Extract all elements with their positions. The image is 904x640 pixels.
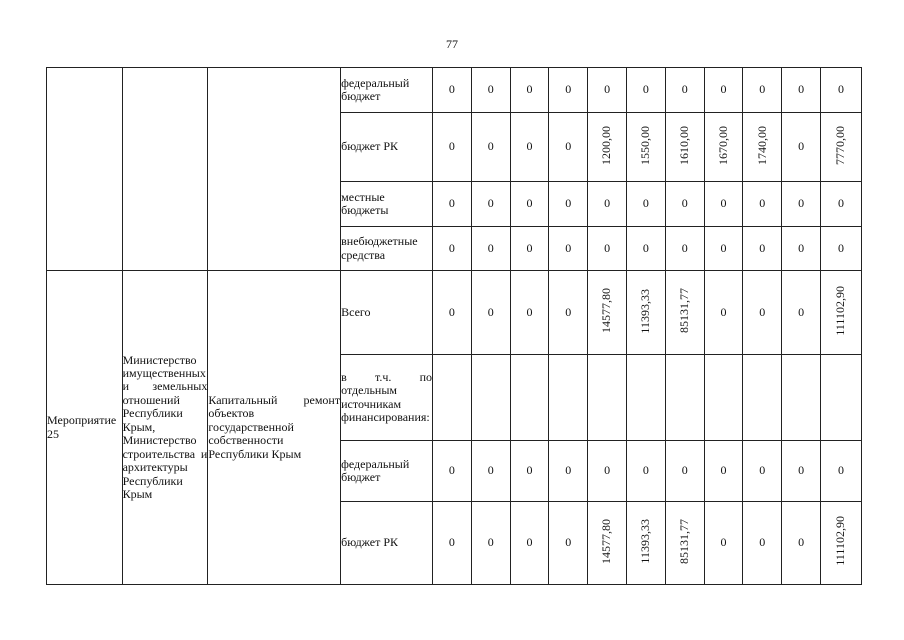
value-text: 14577,80 <box>599 518 614 564</box>
value-cell: 0 <box>471 68 510 113</box>
value-cell: 0 <box>549 182 588 227</box>
value-cell: 0 <box>549 271 588 355</box>
value-cell: 0 <box>665 68 704 113</box>
value-cell <box>549 355 588 441</box>
value-cell: 0 <box>782 227 821 271</box>
value-cell: 0 <box>433 227 472 271</box>
value-cell: 0 <box>704 182 743 227</box>
value-cell: 0 <box>510 113 549 182</box>
measure-description-cell: Капитальный ремонт объектов государственной собственности Республики Крым <box>208 271 341 585</box>
value-cell <box>627 502 666 585</box>
empty-merged-cell <box>47 68 123 271</box>
value-cell <box>820 113 861 182</box>
value-cell: 0 <box>549 68 588 113</box>
value-cell <box>627 271 666 355</box>
funding-source-cell: Всего <box>341 271 433 355</box>
empty-merged-cell <box>208 68 341 271</box>
value-cell: 0 <box>471 441 510 502</box>
value-cell: 0 <box>743 68 782 113</box>
value-cell <box>665 271 704 355</box>
value-cell <box>627 113 666 182</box>
value-cell <box>627 355 666 441</box>
value-cell <box>743 113 782 182</box>
value-cell: 0 <box>471 271 510 355</box>
budget-table <box>46 67 862 585</box>
value-cell <box>820 502 861 585</box>
value-cell: 0 <box>433 271 472 355</box>
value-cell: 0 <box>627 227 666 271</box>
value-cell: 0 <box>820 68 861 113</box>
value-cell <box>665 355 704 441</box>
funding-source-cell: федеральный бюджет <box>341 68 433 113</box>
funding-source-cell: в т.ч. по отдельным источникам финансирования: <box>341 355 433 441</box>
value-cell: 0 <box>782 113 821 182</box>
value-cell <box>704 355 743 441</box>
value-cell <box>704 113 743 182</box>
value-cell: 0 <box>433 441 472 502</box>
value-cell <box>665 113 704 182</box>
value-text: 85131,77 <box>676 288 691 334</box>
value-cell: 0 <box>704 441 743 502</box>
value-cell <box>433 355 472 441</box>
value-cell: 0 <box>782 502 821 585</box>
value-text: 11393,33 <box>638 288 653 334</box>
value-cell: 0 <box>433 182 472 227</box>
value-cell: 0 <box>704 68 743 113</box>
value-text: 85131,77 <box>676 518 691 564</box>
value-cell: 0 <box>549 502 588 585</box>
value-cell: 0 <box>433 113 472 182</box>
value-cell: 0 <box>782 182 821 227</box>
funding-source-cell: бюджет РК <box>341 113 433 182</box>
value-cell: 0 <box>782 68 821 113</box>
value-text: 1610,00 <box>676 125 691 165</box>
value-cell: 0 <box>782 271 821 355</box>
value-cell <box>782 355 821 441</box>
table-row <box>47 271 862 355</box>
funding-source-cell: внебюджетные средства <box>341 227 433 271</box>
value-cell: 0 <box>704 271 743 355</box>
empty-merged-cell <box>122 68 208 271</box>
value-cell: 0 <box>510 441 549 502</box>
value-cell: 0 <box>471 502 510 585</box>
value-cell <box>588 113 627 182</box>
value-cell: 0 <box>820 182 861 227</box>
value-cell <box>743 355 782 441</box>
value-text: 1200,00 <box>599 125 614 165</box>
value-text: 111102,90 <box>833 516 848 567</box>
value-cell: 0 <box>627 441 666 502</box>
funding-source-cell: федеральный бюджет <box>341 441 433 502</box>
measure-name-cell: Мероприятие 25 <box>47 271 123 585</box>
funding-source-cell: местные бюджеты <box>341 182 433 227</box>
value-cell: 0 <box>471 113 510 182</box>
value-cell: 0 <box>549 227 588 271</box>
value-cell <box>471 355 510 441</box>
value-cell: 0 <box>433 502 472 585</box>
value-cell: 0 <box>588 182 627 227</box>
value-cell: 0 <box>588 227 627 271</box>
value-cell <box>588 271 627 355</box>
executor-cell: Министерство имущественных и земельных отношений Республики Крым, Министерство строительства и архитектуры Республики Крым <box>122 271 208 585</box>
value-cell: 0 <box>820 441 861 502</box>
value-cell: 0 <box>510 271 549 355</box>
value-cell: 0 <box>665 227 704 271</box>
value-cell <box>588 502 627 585</box>
value-cell: 0 <box>588 68 627 113</box>
value-cell: 0 <box>704 227 743 271</box>
value-cell: 0 <box>549 113 588 182</box>
value-cell: 0 <box>627 182 666 227</box>
value-cell: 0 <box>510 227 549 271</box>
value-cell: 0 <box>510 68 549 113</box>
value-cell: 0 <box>743 441 782 502</box>
value-cell: 0 <box>510 182 549 227</box>
value-text: 14577,80 <box>599 288 614 334</box>
value-cell: 0 <box>433 68 472 113</box>
value-cell <box>665 502 704 585</box>
value-cell: 0 <box>743 227 782 271</box>
value-cell: 0 <box>665 182 704 227</box>
page-number: 77 <box>446 37 458 51</box>
value-cell: 0 <box>588 441 627 502</box>
value-cell: 0 <box>820 227 861 271</box>
value-cell: 0 <box>665 441 704 502</box>
value-text: 1550,00 <box>638 125 653 165</box>
table-body <box>47 68 862 585</box>
value-cell: 0 <box>782 441 821 502</box>
value-text: 1670,00 <box>715 125 730 165</box>
value-cell: 0 <box>471 182 510 227</box>
value-cell <box>820 271 861 355</box>
value-cell: 0 <box>627 68 666 113</box>
value-cell: 0 <box>471 227 510 271</box>
value-text: 7770,00 <box>833 125 848 165</box>
value-text: 1740,00 <box>754 125 769 165</box>
value-cell: 0 <box>510 502 549 585</box>
funding-source-cell: бюджет РК <box>341 502 433 585</box>
value-text: 11393,33 <box>638 519 653 564</box>
value-text: 111102,90 <box>833 285 848 336</box>
value-cell <box>588 355 627 441</box>
value-cell: 0 <box>743 271 782 355</box>
table-row <box>47 68 862 113</box>
value-cell <box>820 355 861 441</box>
value-cell: 0 <box>549 441 588 502</box>
value-cell: 0 <box>743 502 782 585</box>
value-cell: 0 <box>743 182 782 227</box>
value-cell <box>510 355 549 441</box>
value-cell: 0 <box>704 502 743 585</box>
